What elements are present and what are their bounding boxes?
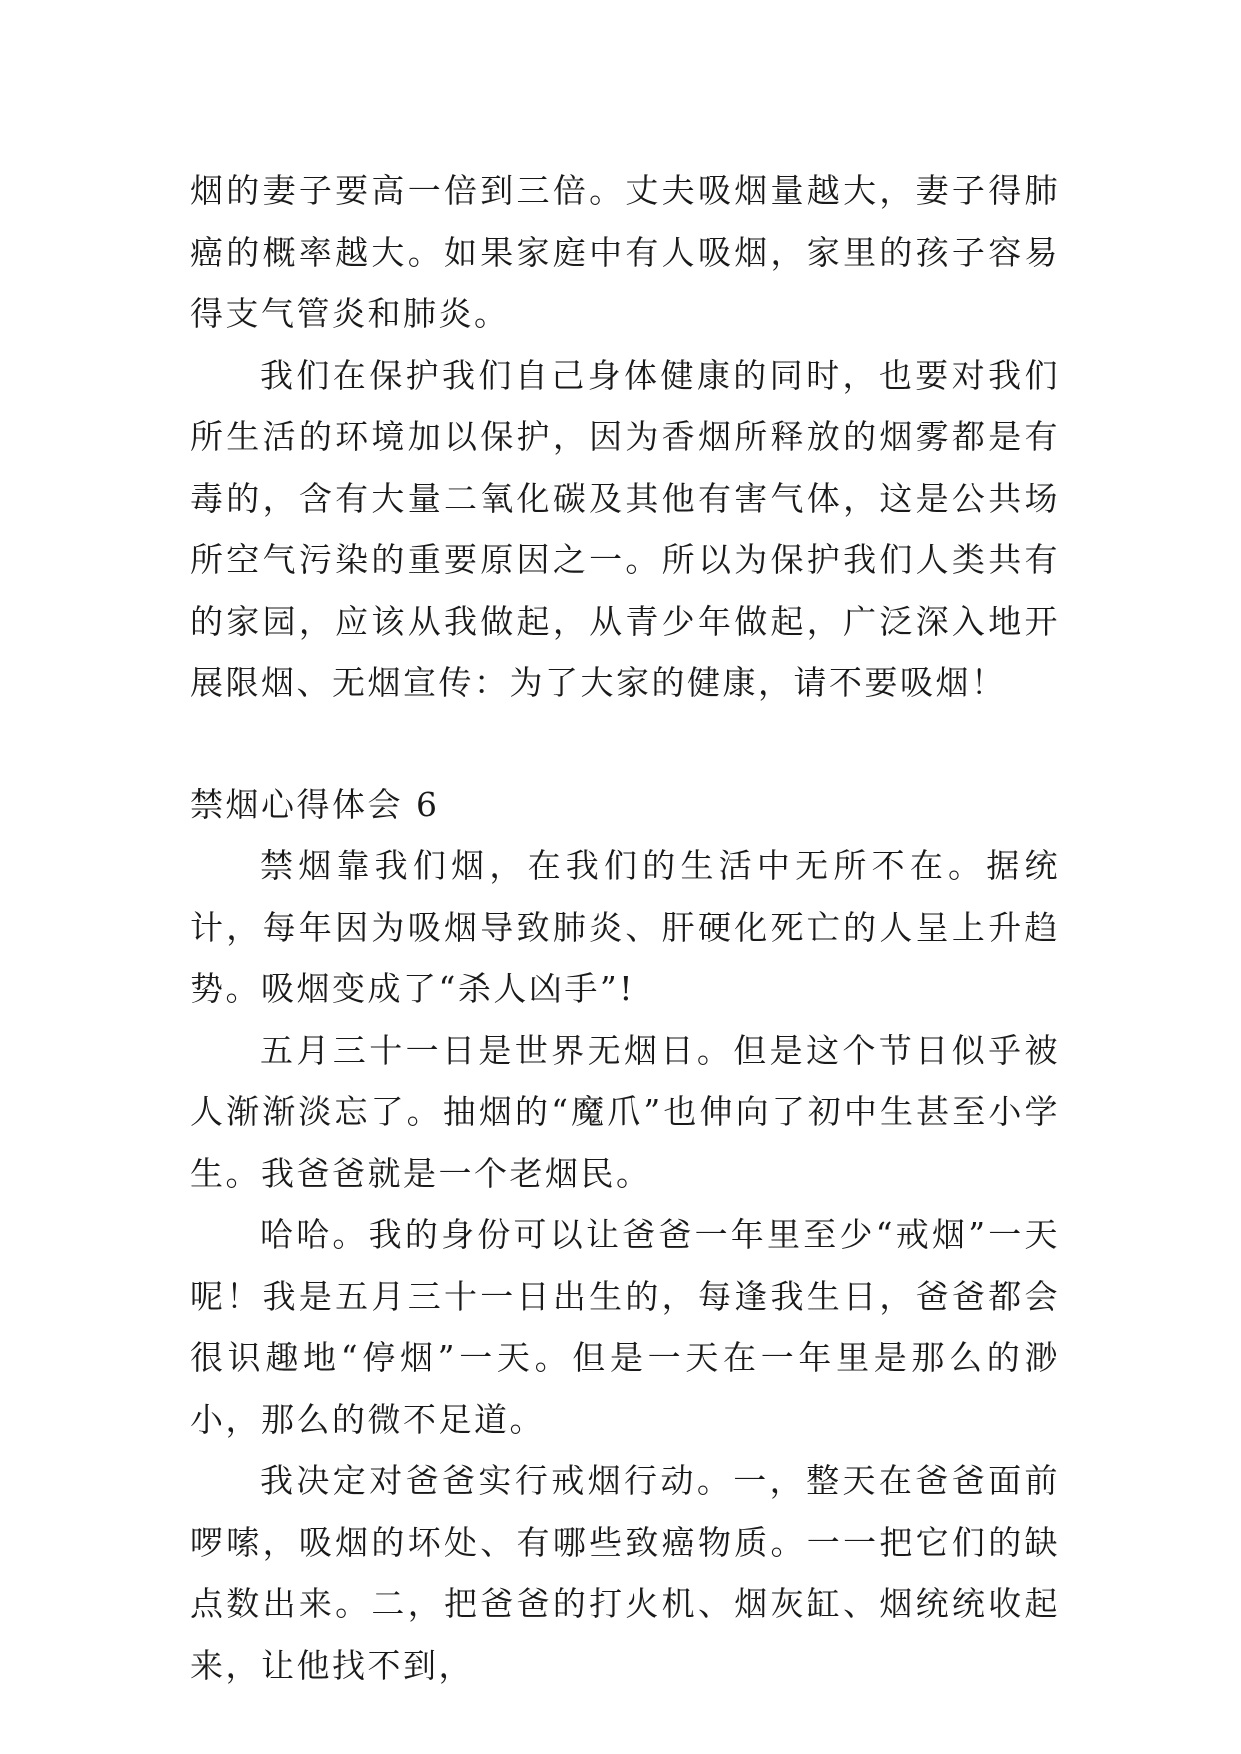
paragraph-continued: 烟的妻子要高一倍到三倍。丈夫吸烟量越大，妻子得肺癌的概率越大。如果家庭中有人吸烟，家里的孩子容易得支气管炎和肺炎。 (190, 171, 1060, 333)
paragraph-section-4: 我决定对爸爸实行戒烟行动。一，整天在爸爸面前啰嗦，吸烟的坏处、有哪些致癌物质。一一把它们的缺点数出来。二，把爸爸的打火机、烟灰缸、烟统统收起来，让他找不到， (190, 1461, 1060, 1685)
paragraph-section-2: 五月三十一日是世界无烟日。但是这个节日似乎被人渐渐淡忘了。抽烟的“魔爪”也伸向了初中生甚至小学生。我爸爸就是一个老烟民。 (190, 1030, 1060, 1193)
paragraph-section-3: 哈哈。我的身份可以让爸爸一年里至少“戒烟”一天呢！我是五月三十一日出生的，每逢我生日，爸爸都会很识趣地“停烟”一天。但是一天在一年里是那么的渺小，那么的微不足道。 (190, 1215, 1060, 1439)
paragraph-environment: 我们在保护我们自己身体健康的同时，也要对我们所生活的环境加以保护，因为香烟所释放的烟雾都是有毒的，含有大量二氧化碳及其他有害气体，这是公共场所空气污染的重要原因之一。所以为保护我们人类共有的家园，应该从我做起，从青少年做起，广泛深入地开展限烟、无烟宣传：为了大家的健康，请不要吸烟！ (190, 355, 1060, 702)
paragraph-section-1: 禁烟靠我们烟，在我们的生活中无所不在。据统计，每年因为吸烟导致肺炎、肝硬化死亡的人呈上升趋势。吸烟变成了“杀人凶手”! (190, 846, 1060, 1008)
document-body (190, 160, 1060, 1696)
section-title: 禁烟心得体会 6 (190, 784, 440, 824)
